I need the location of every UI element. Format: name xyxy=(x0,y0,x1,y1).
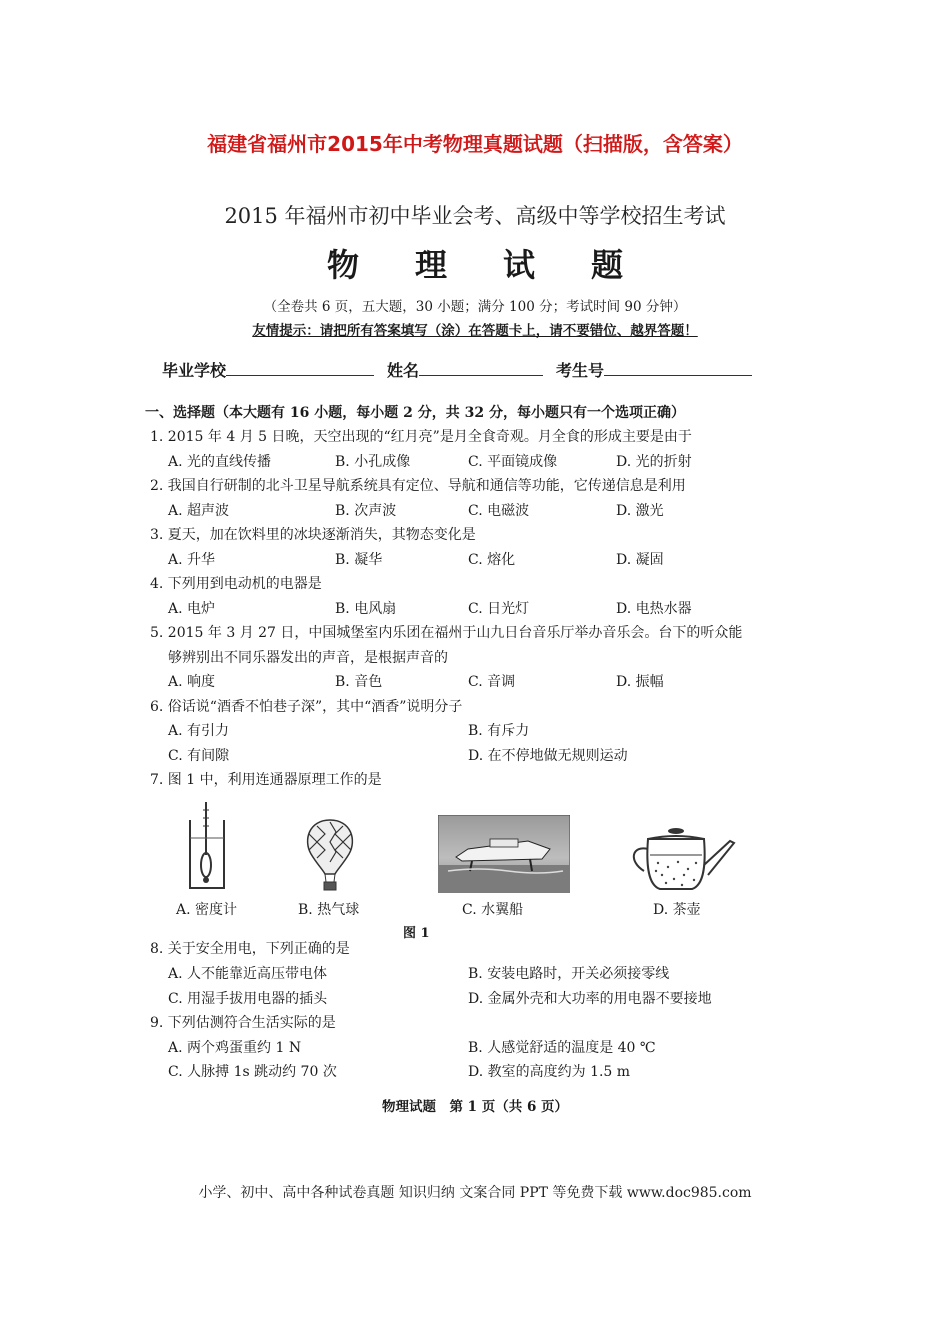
section-heading: 一、选择题（本大题有 16 小题，每小题 2 分，共 32 分，每小题只有一个选项正确） xyxy=(145,405,685,421)
q6-option-a: A. 有引力 xyxy=(168,723,230,739)
question-6: 6. 俗话说“酒香不怕巷子深”，其中“酒香”说明分子 xyxy=(150,699,463,715)
school-label: 毕业学校 xyxy=(162,361,227,380)
q2-option-d: D. 激光 xyxy=(616,503,664,519)
question-8: 8. 关于安全用电，下列正确的是 xyxy=(150,941,350,957)
figure-caption: 图 1 xyxy=(403,926,430,941)
question-5: 5. 2015 年 3 月 27 日，中国城堡室内乐团在福州于山九日台音乐厅举办音乐会。台下的听众能 xyxy=(150,625,743,641)
question-4: 4. 下列用到电动机的电器是 xyxy=(150,576,322,592)
exam-no-field xyxy=(556,358,752,381)
hydrofoil-boat-figure xyxy=(438,815,570,893)
q6-option-b: B. 有斥力 xyxy=(468,723,530,739)
exam-title: 2015 年福州市初中毕业会考、高级中等学校招生考试 xyxy=(224,204,726,228)
question-5-continued: 够辨别出不同乐器发出的声音，是根据声音的 xyxy=(168,650,448,666)
question-7: 7. 图 1 中，利用连通器原理工作的是 xyxy=(150,772,382,788)
question-1: 1. 2015 年 4 月 5 日晚，天空出现的“红月亮”是月全食奇观。月全食的形成主要是由于 xyxy=(150,429,692,445)
q3-option-b: B. 凝华 xyxy=(335,552,383,568)
q3-option-a: A. 升华 xyxy=(168,552,216,568)
exam-tip: 友情提示：请把所有答案填写（涂）在答题卡上，请不要错位、越界答题！ xyxy=(252,323,698,339)
q7-option-a: A. 密度计 xyxy=(176,902,238,918)
question-2: 2. 我国自行研制的北斗卫星导航系统具有定位、导航和通信等功能，它传递信息是利用 xyxy=(150,478,686,494)
q8-option-a: A. 人不能靠近高压带电体 xyxy=(168,966,328,982)
q7-option-d: D. 茶壶 xyxy=(653,902,701,918)
q8-option-b: B. 安装电路时，开关必须接零线 xyxy=(468,966,670,982)
q9-option-c: C. 人脉搏 1s 跳动约 70 次 xyxy=(168,1064,337,1080)
q8-option-c: C. 用湿手拔用电器的插头 xyxy=(168,991,328,1007)
q5-option-b: B. 音色 xyxy=(335,674,383,690)
subject-title: 物理试题 xyxy=(326,246,679,284)
q7-option-b: B. 热气球 xyxy=(298,902,360,918)
q1-option-a: A. 光的直线传播 xyxy=(168,454,272,470)
name-field xyxy=(387,358,543,381)
page-footer: 物理试题 第 1 页（共 6 页） xyxy=(381,1099,569,1115)
exam-info: （全卷共 6 页，五大题，30 小题；满分 100 分；考试时间 90 分钟） xyxy=(263,299,687,315)
q2-option-b: B. 次声波 xyxy=(335,503,397,519)
question-3: 3. 夏天，加在饮料里的冰块逐渐消失，其物态变化是 xyxy=(150,527,476,543)
teapot-figure xyxy=(626,825,738,893)
q1-option-b: B. 小孔成像 xyxy=(335,454,411,470)
q7-option-c: C. 水翼船 xyxy=(462,902,524,918)
q5-option-a: A. 响度 xyxy=(168,674,216,690)
hot-air-balloon-figure xyxy=(303,818,357,892)
q2-option-a: A. 超声波 xyxy=(168,503,230,519)
school-field xyxy=(162,358,374,381)
q3-option-d: D. 凝固 xyxy=(616,552,664,568)
q2-option-c: C. 电磁波 xyxy=(468,503,530,519)
q9-option-b: B. 人感觉舒适的温度是 40 ℃ xyxy=(468,1040,656,1056)
q6-option-d: D. 在不停地做无规则运动 xyxy=(468,748,628,764)
q6-option-c: C. 有间隙 xyxy=(168,748,230,764)
q9-option-d: D. 教室的高度约为 1.5 m xyxy=(468,1064,631,1080)
q1-option-c: C. 平面镜成像 xyxy=(468,454,558,470)
q1-option-d: D. 光的折射 xyxy=(616,454,692,470)
q5-option-c: C. 音调 xyxy=(468,674,516,690)
q4-option-d: D. 电热水器 xyxy=(616,601,692,617)
document-title: 福建省福州市2015年中考物理真题试题（扫描版，含答案） xyxy=(207,132,743,156)
q5-option-d: D. 振幅 xyxy=(616,674,664,690)
site-footer: 小学、初中、高中各种试卷真题 知识归纳 文案合同 PPT 等免费下载 www.doc985.com xyxy=(198,1185,752,1201)
name-label: 姓名 xyxy=(387,361,420,380)
question-9: 9. 下列估测符合生活实际的是 xyxy=(150,1015,336,1031)
q9-option-a: A. 两个鸡蛋重约 1 N xyxy=(168,1040,302,1056)
q4-option-b: B. 电风扇 xyxy=(335,601,397,617)
q4-option-a: A. 电炉 xyxy=(168,601,216,617)
q8-option-d: D. 金属外壳和大功率的用电器不要接地 xyxy=(468,991,712,1007)
hydrometer-figure xyxy=(188,800,228,890)
q4-option-c: C. 日光灯 xyxy=(468,601,530,617)
exam-no-label: 考生号 xyxy=(556,361,605,380)
q3-option-c: C. 熔化 xyxy=(468,552,516,568)
